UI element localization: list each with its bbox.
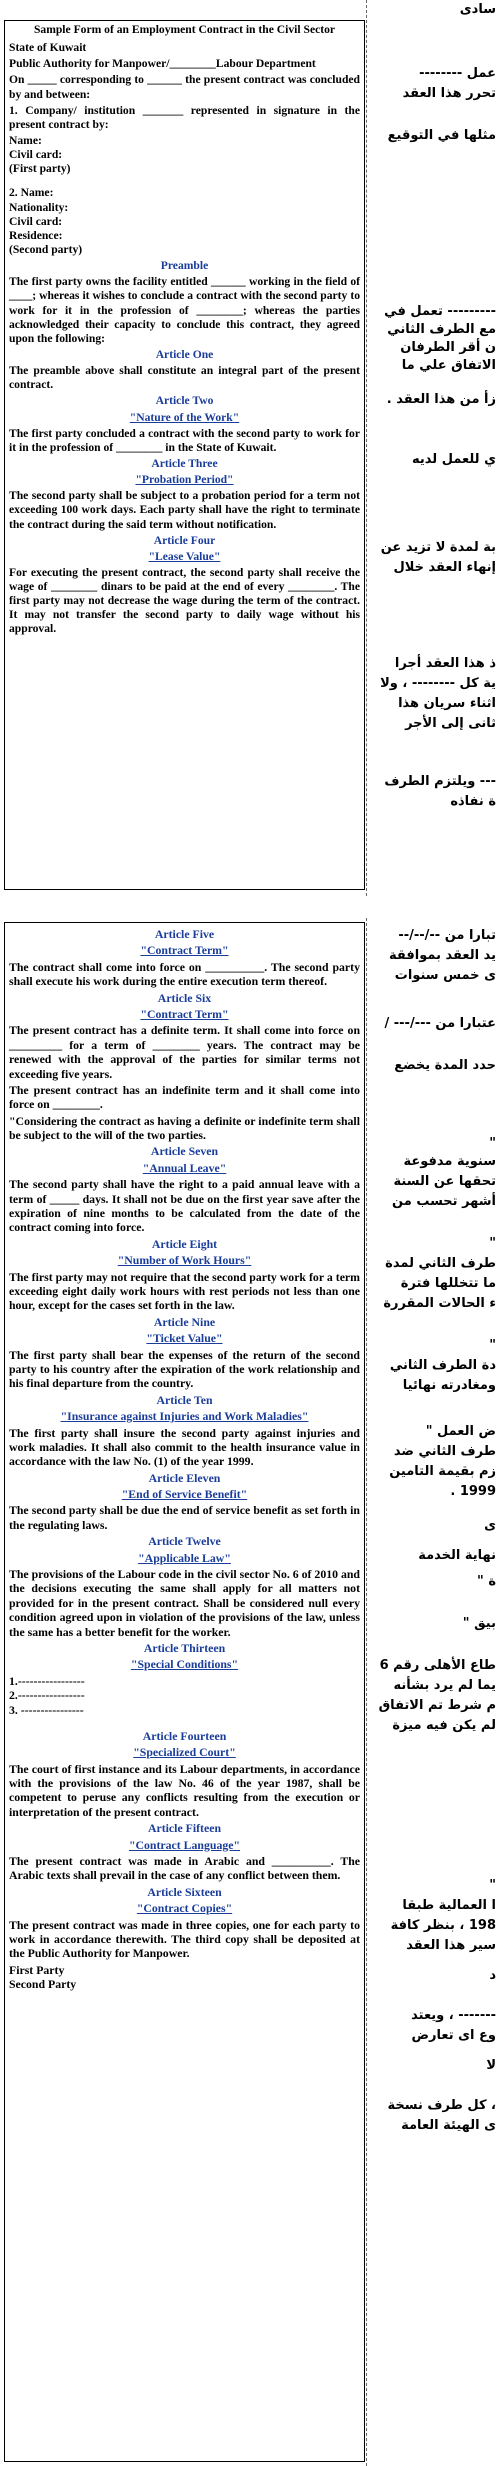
arabic-fragment: 1999 . xyxy=(450,1484,496,1499)
contract-page-2 xyxy=(0,918,500,2466)
arabic-fragment: " xyxy=(489,1236,496,1251)
article-three-heading: Article Three xyxy=(151,456,218,470)
arabic-fragment: زأ من هذا العقد . xyxy=(386,392,496,407)
arabic-fragment: عتبارا من ---/--- / xyxy=(384,1016,496,1031)
first-party-civil-card-label: Civil card: xyxy=(9,148,63,162)
article-one-heading: Article One xyxy=(155,347,214,361)
authority-line: Public Authority for Manpower/________Labour Department xyxy=(9,57,316,71)
arabic-fragment: " xyxy=(489,1878,496,1893)
second-party-signature-label: Second Party xyxy=(9,1977,77,1992)
arabic-fragment: 198 ، بنظر كافة xyxy=(390,1918,496,1933)
article-six-title: "Contract Term" xyxy=(140,1006,229,1021)
article-sixteen-heading: Article Sixteen xyxy=(147,1884,222,1899)
arabic-fragment: يد العقد بموافقة xyxy=(389,948,496,963)
article-seven-text: The second party shall have the right to a paid annual leave with a term of _____ days. It shall not be due on the first year save after the expiration of nine months to be calculated from the date of the contract coming into force. xyxy=(9,1177,360,1235)
arabic-fragment: لا xyxy=(486,2058,496,2073)
second-party-name-label: 2. Name: xyxy=(9,186,54,200)
article-one-text: The preamble above shall constitute an integral part of the present contract. xyxy=(9,364,360,392)
article-two-title: "Nature of the Work" xyxy=(129,410,240,424)
article-seven-title: "Annual Leave" xyxy=(142,1160,227,1175)
arabic-fragment: ومغادرته نهائيا xyxy=(402,1378,496,1393)
article-eleven-heading: Article Eleven xyxy=(148,1470,221,1485)
residence-label: Residence: xyxy=(9,228,63,242)
arabic-fragment: " xyxy=(489,1338,496,1353)
article-fourteen-title: "Specialized Court" xyxy=(133,1745,236,1760)
arabic-fragment: زم بقيمة التامين xyxy=(389,1464,496,1479)
first-party-label: (First party) xyxy=(9,162,71,176)
arabic-fragment: طاع الأهلى رقم 6 xyxy=(379,1658,496,1673)
arabic-fragment: --- ويلتزم الطرف xyxy=(384,774,496,789)
article-six-text-2: The present contract has an indefinite term and it shall come into force on ________. xyxy=(9,1082,360,1112)
arabic-fragment: الاتفاق علي ما xyxy=(401,358,496,373)
article-ten-text: The first party shall insure the second party against injuries and work maladies. It shall also commit to the health insurance value in accordance with the law No. (1) of the year 1999. xyxy=(9,1425,360,1469)
article-sixteen-text: The present contract was made in three copies, one for each party to work in accordance therewith. The third copy shall be deposited at the Public Authority for Manpower. xyxy=(9,1917,360,1961)
arabic-fragment: ي للعمل لديه xyxy=(412,452,496,467)
arabic-fragment: يما لم يرد بشأنه xyxy=(393,1678,496,1693)
article-five-text: The contract shall come into force on __________. The second party shall execute his work during the entire execution term thereof. xyxy=(9,959,360,989)
article-four-title: "Lease Value" xyxy=(148,549,221,563)
article-nine-heading: Article Nine xyxy=(153,1314,216,1329)
arabic-fragment: ذ هذا العقد أجرا xyxy=(394,656,496,671)
article-two-heading: Article Two xyxy=(155,394,214,408)
arabic-fragment: مثلها في التوقيع xyxy=(387,128,496,143)
arabic-fragment: إنهاء العقد خلال xyxy=(393,560,496,575)
special-condition-3: 3. ---------------- xyxy=(9,1702,84,1717)
arabic-fragment: ن أقر الطرفان xyxy=(400,340,496,355)
arabic-fragment: سنوية مدفوعة xyxy=(403,1154,496,1169)
article-six-heading: Article Six xyxy=(157,990,212,1005)
article-fourteen-heading: Article Fourteen xyxy=(142,1728,227,1743)
article-eight-heading: Article Eight xyxy=(151,1236,218,1251)
article-two-text: The first party concluded a contract with the second party to work for it in the profession of ________ in the State of Kuwait. xyxy=(9,426,360,454)
article-eight-text: The first party may not require that the second party work for a term exceeding eight daily work hours with rest periods not less than one hour, except for the cases set forth in the law. xyxy=(9,1269,360,1313)
arabic-fragment: ى الهيئة العامة xyxy=(401,2118,496,2133)
article-eight-title: "Number of Work Hours" xyxy=(117,1253,252,1268)
arabic-fragment: ى خمس سنوات xyxy=(394,968,496,983)
article-fourteen-text: The court of first instance and its Labour departments, in accordance with the provisions of the law No. 46 of the year 1987, shall be competent to peruse any conflicts resulting from the execution or interpretation of the present contract. xyxy=(9,1761,360,1819)
article-nine-title: "Ticket Value" xyxy=(146,1331,223,1346)
article-eleven-title: "End of Service Benefit" xyxy=(121,1487,248,1502)
arabic-fragment: ما تتخللها فترة xyxy=(400,1276,496,1291)
nationality-label: Nationality: xyxy=(9,200,69,214)
arabic-fragment: ا العمالية طبقا xyxy=(402,1898,496,1913)
article-four-heading: Article Four xyxy=(153,533,216,547)
arabic-fragment: ية كل -------- ، ولا xyxy=(380,676,496,691)
arabic-fragment: تحرر هذا العقد xyxy=(402,86,496,101)
preamble-heading: Preamble xyxy=(160,259,209,273)
second-party-label: (Second party) xyxy=(9,242,83,256)
article-thirteen-heading: Article Thirteen xyxy=(143,1640,226,1655)
arabic-fragment: طرف الثاني ضد xyxy=(393,1444,496,1459)
arabic-column-page-1 xyxy=(368,0,500,896)
arabic-fragment: عمل -------- xyxy=(419,66,496,81)
arabic-fragment: --------- تعمل في xyxy=(384,304,496,319)
arabic-fragment: بة لمدة لا تزيد عن xyxy=(380,540,496,555)
arabic-fragment: اثناء سريان هذا xyxy=(398,696,496,711)
article-five-heading: Article Five xyxy=(154,927,215,941)
arabic-fragment: ء الحالات المقررة xyxy=(383,1296,496,1311)
article-nine-text: The first party shall bear the expenses of the return of the second party to his country after the expiration of the work relationship and his final departure from the country. xyxy=(9,1347,360,1391)
arabic-fragment: تبارا من --/--/-- xyxy=(398,928,496,943)
english-column-page-1 xyxy=(4,20,365,890)
article-twelve-title: "Applicable Law" xyxy=(138,1550,231,1565)
article-twelve-heading: Article Twelve xyxy=(148,1534,221,1549)
article-seven-heading: Article Seven xyxy=(150,1144,219,1159)
contract-title: Sample Form of an Employment Contract in the Civil Sector xyxy=(33,23,336,36)
second-party-civil-card-label: Civil card: xyxy=(9,214,63,228)
special-condition-1: 1.----------------- xyxy=(9,1673,85,1688)
arabic-fragment: م شرط تم الاتفاق xyxy=(378,1698,496,1713)
arabic-fragment: ------- ، ويعتد xyxy=(411,2008,496,2023)
page-gap xyxy=(0,896,500,918)
preamble-text: The first party owns the facility entitled ______ working in the field of ____; whereas it wishes to conclude a contract with the second party to work for it in the profession of ________; whereas the parties acknowledged their capacity to conclude this contract, they agreed upon the following: xyxy=(9,275,360,345)
arabic-column-page-2 xyxy=(368,918,500,2466)
first-party-intro: 1. Company/ institution _______ represented in signature in the present contract by: xyxy=(9,103,360,131)
article-fifteen-title: "Contract Language" xyxy=(128,1837,241,1852)
arabic-fragment: ض العمل " xyxy=(425,1424,496,1439)
arabic-fragment: لم يكن فيه ميزة xyxy=(392,1718,496,1733)
arabic-fragment: طرف الثاني لمدة xyxy=(385,1256,496,1271)
contract-page-1 xyxy=(0,0,500,896)
arabic-fragment: وع اى تعارض xyxy=(411,2028,496,2043)
arabic-fragment: سادى xyxy=(459,2,496,17)
arabic-fragment: سير هذا العقد xyxy=(406,1938,496,1953)
article-twelve-text: The provisions of the Labour code in the civil sector No. 6 of 2010 and the decisions executing the same shall apply for all matters not provided for in the present contract. Shall be considered null every condition agreed upon in violation of the provisions of the law, unless the same has a better benefit for the worker. xyxy=(9,1567,360,1639)
column-divider xyxy=(366,0,367,896)
arabic-fragment: أشهر تحسب من xyxy=(392,1194,496,1209)
article-fifteen-text: The present contract was made in Arabic and __________. The Arabic texts shall prevail in the case of any conflict between them. xyxy=(9,1854,360,1883)
article-three-title: "Probation Period" xyxy=(135,473,234,487)
arabic-fragment: " xyxy=(489,1136,496,1151)
arabic-fragment: ، كل طرف نسخة xyxy=(387,2098,496,2113)
arabic-fragment: حدد المدة يخضع xyxy=(394,1058,496,1073)
article-five-title: "Contract Term" xyxy=(140,943,229,958)
conclusion-line: On _____ corresponding to ______ the present contract was concluded by and between: xyxy=(9,73,360,101)
article-ten-title: "Insurance against Injuries and Work Maladies" xyxy=(60,1409,309,1424)
arabic-fragment: تحقها عن السنة xyxy=(393,1174,496,1189)
article-ten-heading: Article Ten xyxy=(156,1392,213,1407)
arabic-fragment: دة الطرف الثاني xyxy=(389,1358,496,1373)
article-thirteen-title: "Special Conditions" xyxy=(130,1657,239,1672)
article-six-text-1: The present contract has a definite term. It shall come into force on _________ for a term of ________ years. The contract may be renewed with the approval of the parties for similar terms not exceeding five years. xyxy=(9,1023,360,1081)
arabic-fragment: مع الطرف الثاني xyxy=(387,322,496,337)
english-column-page-2 xyxy=(4,922,365,2462)
first-party-name-label: Name: xyxy=(9,133,42,147)
state-line: State of Kuwait xyxy=(9,41,87,55)
arabic-fragment: ة " xyxy=(477,1574,496,1589)
article-sixteen-title: "Contract Copies" xyxy=(136,1901,233,1916)
arabic-fragment: د xyxy=(489,1968,496,1983)
article-eleven-text: The second party shall be due the end of service benefit as set forth in the regulating laws. xyxy=(9,1503,360,1532)
arabic-fragment: ة نفاذه xyxy=(450,794,496,809)
column-divider xyxy=(366,918,367,2466)
article-fifteen-heading: Article Fifteen xyxy=(147,1821,222,1836)
arabic-fragment: بيق " xyxy=(462,1616,496,1631)
arabic-fragment: ثانى إلى الأجر xyxy=(405,716,496,731)
article-three-text: The second party shall be subject to a probation period for a term not exceeding 100 work days. Each party shall have the right to terminate the contract during the said term without notification. xyxy=(9,489,360,531)
arabic-fragment: ى xyxy=(484,1518,496,1533)
special-condition-2: 2.----------------- xyxy=(9,1688,85,1703)
article-six-text-3: "Considering the contract as having a definite or indefinite term shall be subject to the will of the two parties. xyxy=(9,1113,360,1143)
first-party-signature-label: First Party xyxy=(9,1962,65,1977)
article-four-text: For executing the present contract, the second party shall receive the wage of ________ dinars to be paid at the end of every ________. The first party may not decrease the wage during the term of the contract. It may not transfer the second party to daily wage without his approval. xyxy=(9,565,360,636)
arabic-fragment: نهاية الخدمة xyxy=(418,1548,496,1563)
